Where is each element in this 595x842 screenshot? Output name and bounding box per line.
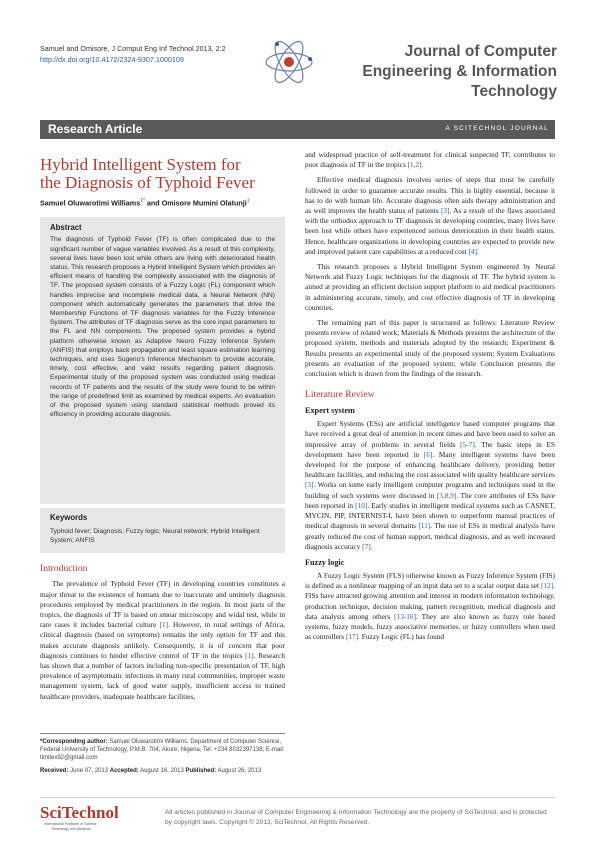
corresponding-author-footnote — [40, 733, 285, 775]
citation-link[interactable]: [12] — [541, 581, 554, 591]
abstract-heading: Abstract — [50, 223, 82, 233]
journal-title-line2: Engineering & Information — [362, 63, 557, 80]
citation-link[interactable]: [13-16] — [394, 611, 417, 621]
footnote-text: Samuel Oluwarotimi Williams, Department of Computer Science, Federal University of Technology, P.M.B. 704, Akure, Nigeria, Tel: +234 8032397138; E-mail: timitex92@gmail.com — [40, 739, 285, 762]
body-paragraph: Expert Systems (ESs) are artificial intelligence based computer programs that have received a great deal of attention in recent times and have been used to solve an impressive array of problems in several fields [5-7]. The basic steps in ES development have been reported in [6]. Many intelligent systems have been developed for the purpose of enhancing healthcare delivery, providing better healthcare facilities, and reducing the cost associated with quality healthcare services [3]. Works on some early intelligent computer programs and techniques used in the building of such systems were discussed in [3,8,9]. The core attributes of ESs have been reported in [10]. Early studies in intelligent medical systems such as CASNET, MYCIN, PIP, INTERNIST-I, have been shown to outperform manual practices of medical diagnosis in several domains [11]. The use of ESs in medical analysis have greatly reduced the cost of human support, medical diagnosis, and as well increased diagnosis accuracy [7]. — [305, 419, 555, 551]
doi-link[interactable]: http://dx.doi.org/10.4172/2324-9307.1000109 — [40, 55, 184, 64]
citation-link[interactable]: [7] — [362, 541, 371, 551]
abstract-box — [40, 217, 285, 504]
body-paragraph: and widespread practice of self-treatment for clinical suspected TF, contributes to poor diagnosis of TF in the tropics [1,2]. — [305, 150, 555, 170]
citation-link[interactable]: [17] — [345, 632, 359, 642]
keywords-text: Typhoid fever; Diagnosis; Fuzzy logic; Neural network; Hybrid Intelligent System; ANFIS — [50, 528, 260, 545]
introduction-heading: Introduction — [40, 563, 88, 575]
author-1-affiliation: 1* — [140, 198, 145, 204]
right-column — [305, 150, 555, 642]
expert-system-heading: Expert system — [305, 406, 355, 416]
citation-link[interactable]: [10] — [355, 500, 368, 510]
citation-link[interactable]: [11] — [418, 521, 431, 531]
copyright-notice: All articles published in Journal of Computer Engineering & Information Technology are the property of SciTechnol, and is protected by copyright laws. Copyright © 2013, SciTechnol, All Rights Reserved. — [165, 809, 547, 826]
introduction-paragraph: The prevalence of Typhoid Fever (TF) in developing countries constitutes a major threat to the existence of humans due to inaccurate and untimely diagnosis procedures employed by medical practitioners in the region. In most parts of the tropics, the diagnosis of TF is based on smear microscopy and widal test, while in rare cases it includes bacterial culture [1]. However, in rural settings of Africa, clinical diagnosis (based on symptoms) remains the only option for TF and this makes accurate diagnosis unlikely. Consequently, it is of concern that poor diagnosis continues to hinder effective control of TF in the tropics [1]. Research has shown that a number of factors including non-specific presentation of TF, high prevalence of asymptomatic infections in many rural communities, improper waste management system, lack of good water supply, insufficient access to trained healthcare providers, inadequate healthcare facilities, — [40, 579, 285, 701]
literature-review-heading: Literature Review — [305, 389, 375, 401]
left-column — [40, 150, 285, 702]
scitechnol-tagline: International Publisher of Science, Technology and Medicine — [44, 822, 98, 831]
publication-dates: Received: June 07, 2013 Accepted: August 16, 2013 Published: August 26, 2013 — [40, 767, 262, 774]
scitechnol-logo — [40, 804, 130, 832]
citation-link[interactable]: [1] — [159, 620, 168, 630]
article-type-banner — [40, 120, 555, 139]
fuzzy-logic-heading: Fuzzy logic — [305, 557, 345, 567]
keywords-box — [40, 508, 285, 553]
journal-title-line3: Technology — [471, 83, 557, 100]
paper-title — [40, 156, 285, 192]
body-paragraph: The remaining part of this paper is structured as follows: Literature Review presents review of related work; Materials & Methods presents the architecture of the proposed system, methods and materials adopted by the research; Experiment & Results presents an experimental study of the proposed system; System Evaluations presents an evaluation of the proposed system; while Conclusion presents the conclusion which is drawn from the findings of the research. — [305, 318, 555, 379]
article-type-label: Research Article — [48, 122, 143, 136]
footnote-label: *Corresponding author: — [40, 739, 108, 745]
paper-title-line1: Hybrid Intelligent System for — [40, 155, 241, 174]
footer-divider — [40, 797, 555, 798]
scitechnol-brand: SciTechnol — [40, 803, 119, 822]
citation-link[interactable]: [3] — [305, 480, 314, 490]
citation-link[interactable]: [1] — [245, 650, 254, 660]
author-list — [40, 198, 285, 207]
author-2: Omisore Mumini Olatunji — [161, 198, 247, 208]
author-separator: and — [144, 198, 162, 208]
atom-logo-icon — [263, 36, 315, 88]
body-paragraph: Effective medical diagnosis involves series of steps that must be carefully followed in order to guarantee accurate results. This is highly essential, because it has to do with human life. Accurate diagnosis often aids therapy administration and as well improves the health status of patients [3]. As a result of the flaws associated with the orthodox approach to TF diagnosis in developing countries, many lives have been lost while others have experienced serious deterioration in their health status. Hence, healthcare organizations in developing countries are expected to provide new and improved patient care capabilities at a reduced cost [4]. — [305, 175, 555, 256]
author-2-affiliation: 1 — [246, 198, 250, 204]
citation-link[interactable]: [1,2] — [407, 160, 422, 170]
citation-link[interactable]: [6] — [423, 449, 433, 459]
publisher-label: A SCITECHNOL JOURNAL — [445, 125, 549, 132]
journal-title-line1: Journal of Computer — [404, 43, 557, 60]
body-paragraph: This research proposes a Hybrid Intelligent System engineered by Neural Network and Fuzzy Logic techniques for the diagnosis of TF. The hybrid system is aimed at providing an efficient decision support platform to aid medical practitioners in administering accurate, timely, and cost effective diagnosis of TF in developing countries. — [305, 262, 555, 312]
citation-link[interactable]: [3] — [440, 206, 450, 216]
keywords-heading: Keywords — [50, 513, 88, 523]
citation-line: Samuel and Omisore, J Comput Eng Inf Technol 2013, 2:2 — [40, 44, 226, 53]
journal-title — [317, 42, 557, 102]
header-citation-block — [40, 43, 226, 65]
citation-link[interactable]: [4] — [468, 246, 478, 256]
abstract-text: The diagnosis of Typhoid Fever (TF) is often complicated due to the significant number of vague variables involved. As a result of this complexity, several lives have been lost while others are living with deteriorated health status. This research proposes a Hybrid Intelligent System which provides an efficient means of handling the complexity associated with the diagnosis of TF. The proposed system consists of a Fuzzy Logic (FL) component which handles imprecise and incomplete medical data, a Neural Network (NN) component which automatically generates the parameters that drive the Membership Functions of TF diagnosis variables for the Fuzzy Inference System. The attributes of TF diagnosis serve as the core input parameters to the FL and NN components. The proposed system provides a hybrid platform otherwise known as Adaptive Neuro Fuzzy Inference System (ANFIS) that employs back propagation and least square estimation learning techniques, and uses Sugeno's Inference Mechanism to provide accurate, timely, cost effective, and valid results regarding patient diagnosis. Experimental study of the proposed system was conducted using medical records of TF patients and the results of the study were found to be within the range of predefined limit as examined by medical experts. An evaluation of the proposed system using standard statistical methods proved its efficiency in providing accurate diagnosis. — [50, 236, 275, 419]
author-1: Samuel Oluwarotimi Williams — [40, 198, 141, 208]
citation-link[interactable]: [3,8,9] — [436, 490, 457, 500]
paper-title-line2: the Diagnosis of Typhoid Fever — [40, 173, 255, 192]
citation-link[interactable]: [5-7] — [460, 439, 475, 449]
body-paragraph: A Fuzzy Logic System (FLS) otherwise known as Fuzzy Inference System (FIS) is defined as a nonlinear mapping of an input data set to a scalar output data set [12]. FISs have attracted growing attention and interest in modern information technology, production technique, decision making, pattern recognition, medical diagnosis and data analysis among others [13-16]. They are also known as fuzzy rule based systems, fuzzy models, fuzzy associative memories, or fuzzy controllers when used as controllers [17]. Fuzzy Logic (FL) has found — [305, 570, 555, 642]
